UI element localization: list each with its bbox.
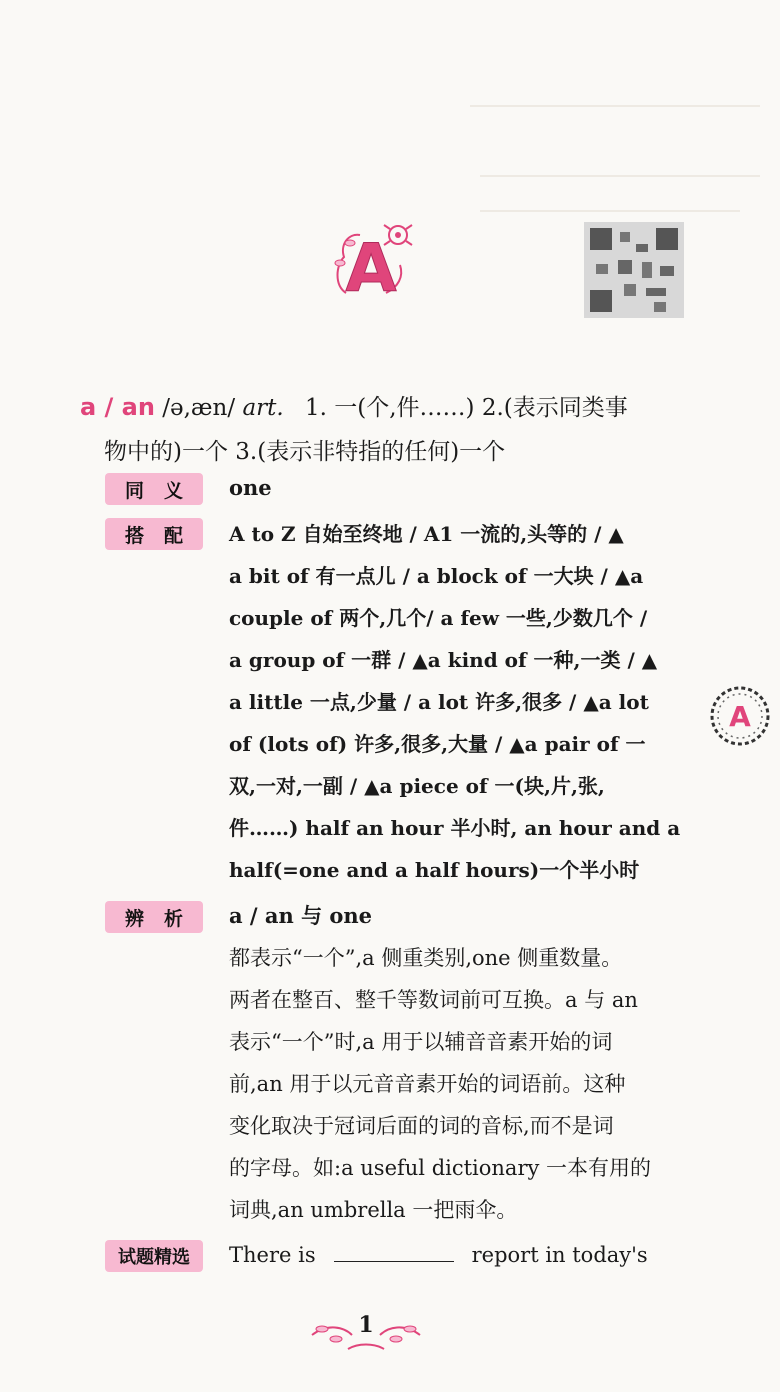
analysis-line: 词典,an umbrella 一把雨伞。 bbox=[229, 1198, 518, 1222]
svg-text:A: A bbox=[345, 230, 397, 307]
svg-text:A: A bbox=[729, 700, 751, 733]
bleed-line bbox=[480, 175, 760, 177]
analysis-line: 表示“一个”时,a 用于以辅音音素开始的词 bbox=[229, 1030, 613, 1054]
collocation-line: of (lots of) 许多,很多,大量 / ▲a pair of 一 bbox=[229, 732, 646, 756]
collocation-list bbox=[229, 513, 685, 891]
headword: a / an bbox=[80, 393, 155, 421]
answer-blank[interactable] bbox=[334, 1241, 454, 1262]
collocation-tag: 搭配 bbox=[105, 518, 203, 550]
analysis-line: 都表示“一个”,a 侧重类别,one 侧重数量。 bbox=[229, 946, 623, 970]
part-of-speech: art. bbox=[242, 395, 284, 421]
collocation-line: 件……) half an hour 半小时, an hour and a bbox=[229, 816, 681, 840]
analysis-line: 两者在整百、整千等数词前可互换。a 与 an bbox=[229, 988, 638, 1012]
section-a-wreath-icon bbox=[705, 680, 775, 752]
collocation-line: a bit of 有一点儿 / a block of 一大块 / ▲a bbox=[229, 564, 644, 588]
collocation-line: a little 一点,少量 / a lot 许多,很多 / ▲a lot bbox=[229, 690, 649, 714]
exercise-tag: 试题精选 bbox=[105, 1240, 203, 1272]
collocation-line: couple of 两个,几个/ a few 一些,少数几个 / bbox=[229, 606, 648, 630]
analysis-line: 的字母。如:a useful dictionary 一本有用的 bbox=[229, 1156, 652, 1180]
exercise-text bbox=[229, 1234, 685, 1276]
definition-line-1: 1. 一(个,件……) 2.(表示同类事 bbox=[305, 395, 628, 421]
analysis-body bbox=[229, 937, 685, 1231]
bleed-line bbox=[470, 105, 760, 107]
collocation-line: A to Z 自始至终地 / A1 一流的,头等的 / ▲ bbox=[229, 522, 624, 546]
synonym-text: one bbox=[229, 475, 272, 500]
phonetic: /ə,æn/ bbox=[162, 395, 236, 421]
definition-line-2: 物中的)一个 3.(表示非特指的任何)一个 bbox=[104, 439, 506, 465]
analysis-tag: 辨析 bbox=[105, 901, 203, 933]
analysis-line: 变化取决于冠词后面的词的音标,而不是词 bbox=[229, 1114, 614, 1138]
collocation-line: 双,一对,一副 / ▲a piece of 一(块,片,张, bbox=[229, 774, 605, 798]
letter-a-badge-icon bbox=[326, 215, 416, 310]
analysis-title: a / an 与 one bbox=[229, 903, 373, 928]
entry-header bbox=[80, 385, 700, 474]
page-number: 1 bbox=[358, 1312, 374, 1338]
analysis-line: 前,an 用于以元音音素开始的词语前。这种 bbox=[229, 1072, 626, 1096]
bleed-line bbox=[480, 210, 740, 212]
exercise-text-after: report in today's bbox=[471, 1243, 648, 1267]
exercise-text-before: There is bbox=[229, 1243, 316, 1267]
synonym-tag: 同义 bbox=[105, 473, 203, 505]
qr-code-icon bbox=[584, 222, 684, 318]
collocation-line: a group of 一群 / ▲a kind of 一种,一类 / ▲ bbox=[229, 648, 658, 672]
collocation-line: half(=one and a half hours)一个半小时 bbox=[229, 858, 640, 882]
